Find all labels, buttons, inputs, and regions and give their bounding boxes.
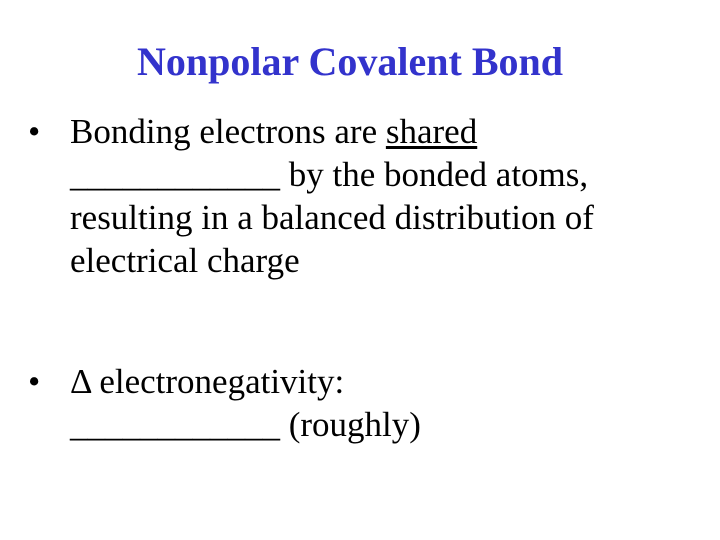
delta-symbol: Δ [70,362,91,401]
bullet-marker: • [28,362,41,401]
bullet-2-blank: ____________ [70,405,280,444]
bullet-marker: • [28,112,41,151]
bullet-1-underlined-word: shared [385,112,478,151]
bullet-2-text: electronegativity: [90,362,345,401]
bullet-1-prefix: Bonding electrons are [70,112,386,151]
bullet-1-blank: ____________ [70,155,280,194]
bullet-1-rest: by the bonded atoms, resulting in a balanced distribution of electrical charge [70,155,594,280]
bullet-item-2 [28,360,688,446]
bullet-text-2 [70,360,688,446]
slide-title: Nonpolar Covalent Bond [136,39,563,84]
bullet-text-1 [70,110,688,282]
bullet-item-1 [28,110,688,282]
bullet-2-suffix: (roughly) [280,405,421,444]
